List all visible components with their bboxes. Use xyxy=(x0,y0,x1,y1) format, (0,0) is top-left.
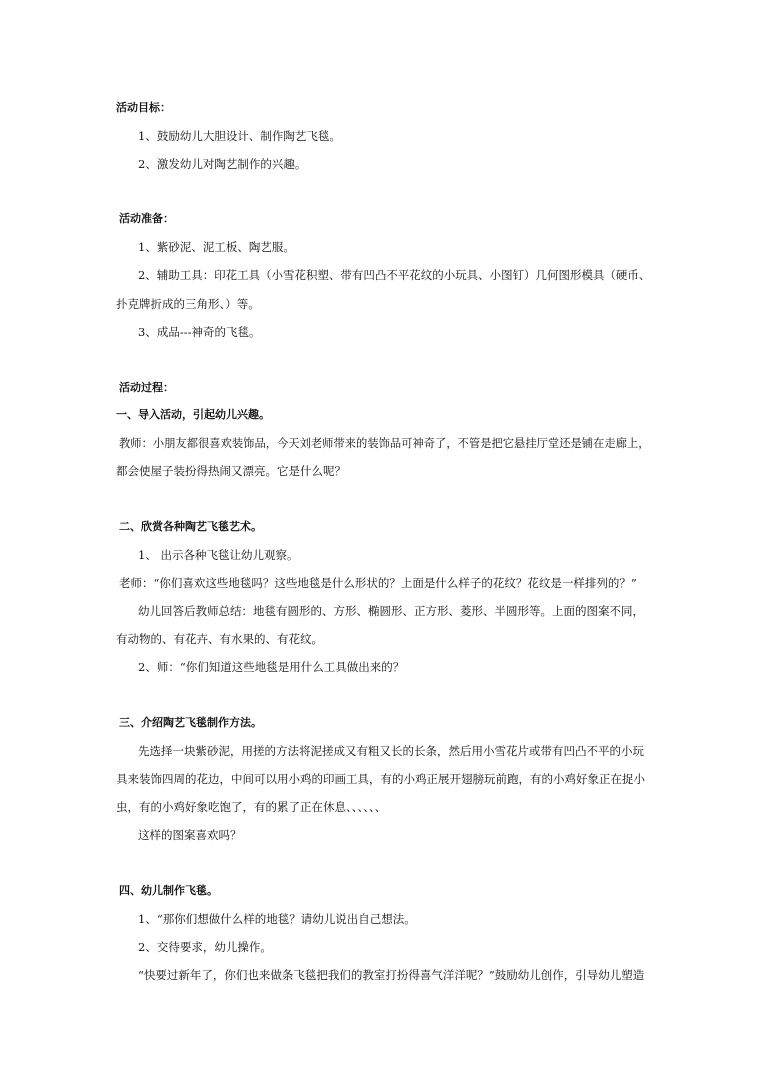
part1-title: 一、导入活动，引起幼儿兴趣。 xyxy=(116,408,270,421)
part1-line: 教师：小朋友都很喜欢装饰品，今天刘老师带来的装饰品可神奇了，不管是把它悬挂厅堂还是铺在走廊上， xyxy=(119,436,650,450)
goals-heading: 活动目标： xyxy=(116,101,171,114)
part3-line: 先选择一块紫砂泥，用搓的方法将泥搓成又有粗又长的长条，然后用小雪花片或带有凹凸不平的小玩 xyxy=(138,744,644,758)
part2-title: 二、欣赏各种陶艺飞毯艺术。 xyxy=(119,520,262,533)
preparation-item: 1、紫砂泥、泥工板、陶艺服。 xyxy=(138,240,295,254)
preparation-heading: 活动准备： xyxy=(119,212,174,225)
part2-line: 老师：“你们喜欢这些地毯吗？这些地毯是什么形状的？上面是什么样子的花纹？花纹是一样排列的？” xyxy=(119,576,637,590)
part3-line: 虫，有的小鸡好象吃饱了，有的累了正在休息、、、、、、 xyxy=(116,800,387,814)
part4-title: 四、幼儿制作飞毯。 xyxy=(119,884,218,897)
part1-line: 都会使屋子装扮得热闹又漂亮。它是什么呢？ xyxy=(116,464,346,478)
preparation-item: 扑克牌折成的三角形、）等。 xyxy=(116,297,260,311)
part3-title: 三、介绍陶艺飞毯制作方法。 xyxy=(119,716,262,729)
part4-line: “快要过新年了，你们也来做条飞毯把我们的教室打扮得喜气洋洋呢？”鼓励幼儿创作，引导幼儿塑造 xyxy=(138,968,645,982)
preparation-item: 2、辅助工具：印花工具（小雪花积塑、带有凹凸不平花纹的小玩具、小图钉）几何图形模具（硬币、 xyxy=(138,268,651,282)
part3-line: 这样的图案喜欢吗？ xyxy=(138,828,242,842)
part4-line: 1、“那你们想做什么样的地毯？请幼儿说出自己想法。 xyxy=(138,912,416,926)
part2-line: 幼儿回答后教师总结：地毯有圆形的、方形、椭圆形、正方形、菱形、半圆形等。上面的图案不同， xyxy=(138,604,644,618)
goals-item: 1、鼓励幼儿大胆设计、制作陶艺飞毯。 xyxy=(138,129,341,143)
process-heading: 活动过程： xyxy=(119,381,174,394)
part2-line: 1、 出示各种飞毯让幼儿观察。 xyxy=(138,548,299,562)
part4-line: 2、交待要求，幼儿操作。 xyxy=(138,940,272,954)
preparation-item: 3、成品---神奇的飞毯。 xyxy=(138,325,261,339)
part2-line: 有动物的、有花卉、有水果的、有花纹。 xyxy=(116,632,323,646)
part3-line: 具来装饰四周的花边，中间可以用小鸡的印画工具，有的小鸡正展开翅膀玩前跑，有的小鸡好象正在捉小 xyxy=(116,772,645,786)
goals-item: 2、激发幼儿对陶艺制作的兴趣。 xyxy=(138,157,307,171)
part2-line: 2、师：“你们知道这些地毯是用什么工具做出来的？ xyxy=(138,660,405,674)
